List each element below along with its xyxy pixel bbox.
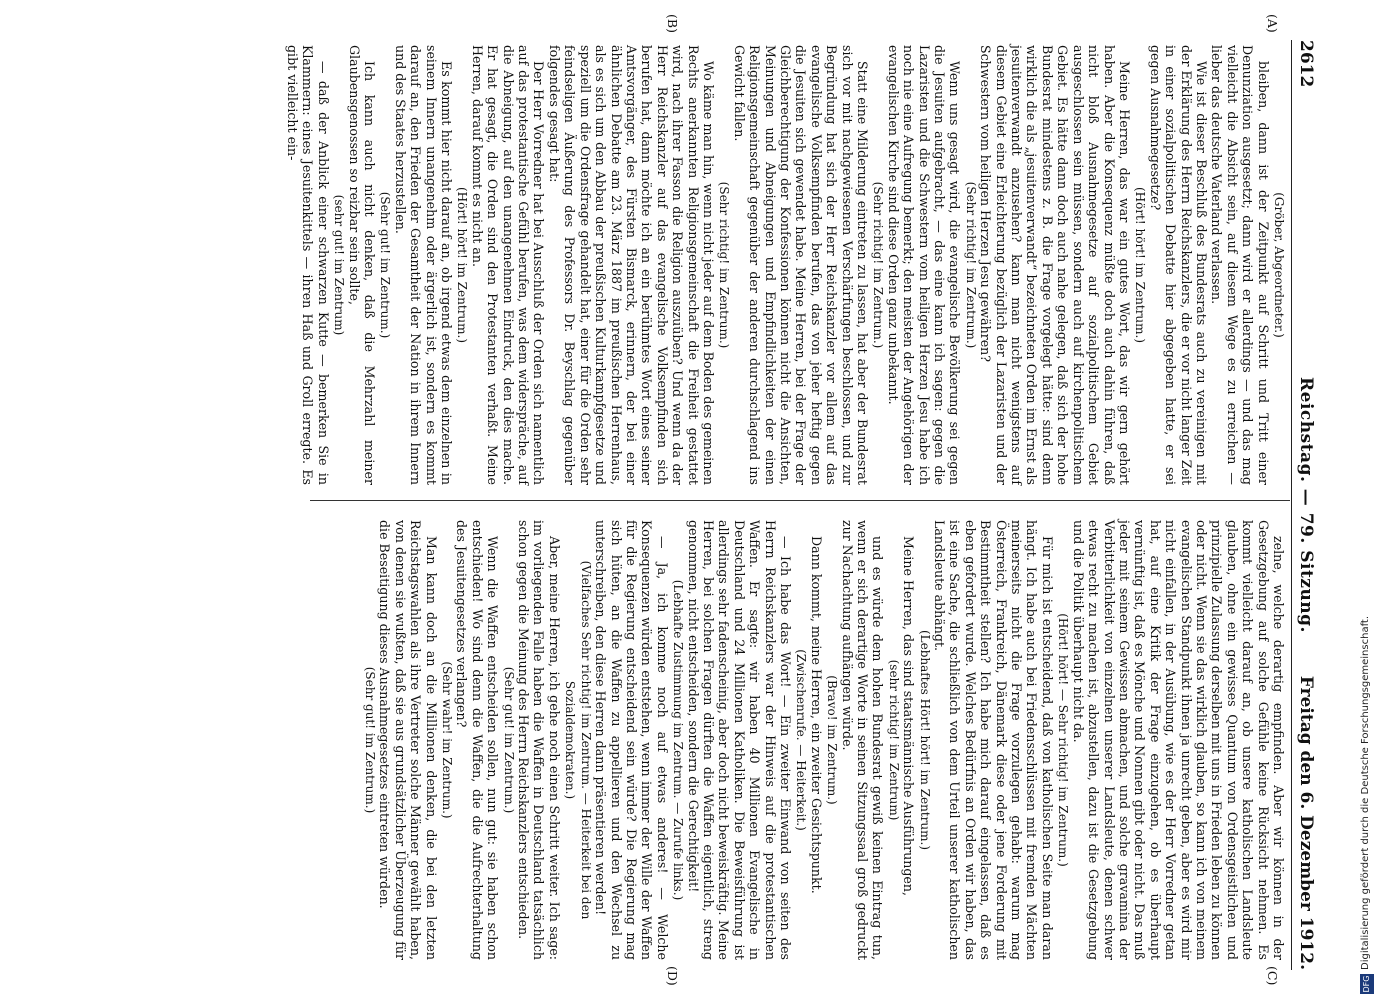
interjection: (Sehr gut! im Zentrum.)	[363, 666, 378, 814]
interjection: (Lebhafte Zustimmung im Zentrum. — Zurufe links.)	[671, 579, 686, 901]
paragraph: bleiben, dann ist der Zeitpunkt auf Schritt und Tritt einer Denunziation ausgesetzt; dann wird er allerdings — und das mag vielleicht die Absicht sein, auf diesem Wege es zu erreichen — lieber das deutsche Vaterland verlassen.	[1209, 45, 1271, 485]
paragraph: Dann kommt, meine Herren, ein zweiter Gesichtspunkt.	[808, 536, 824, 894]
paragraph: Für mich ist entscheidend, daß von katholischen Seite man daran hängt. Ich habe auch bei Friedensschlüssen mit fremden Mächten meinerseits nicht die Frage vorzulegen gehabt: warum mag Österreich, Frankreich, Dänemark diese oder jene Forderung mit Bestimmtheit stellen? Ich habe mich darauf eingelassen, daß es eben gefordert wurde. Welches Bedürfnis an Orden wir haben, das ist eine Sache, die schließlich von dem Urteil unserer katholischen Landsleute abhängt.	[932, 520, 1055, 960]
paragraph: — daß der Anblick einer schwarzen Kutte — bemerken Sie in Klammern: eines Jesuitenkittels — ihren Haß und Groll erregte. Es gibt vielleicht ein-	[285, 45, 331, 485]
left-text-column	[285, 45, 1286, 485]
interjection: (Zwischenrufe. — Heiterkeit.)	[794, 649, 809, 831]
interjection: (Hört! hört! im Zentrum.)	[1133, 186, 1148, 344]
interjection: (Lebhaftes Hört! hört! im Zentrum.)	[917, 629, 932, 851]
interjection: (Vielfaches Sehr richtig! im Zentrum. — Heiterkeit bei den Sozialdemokraten.)	[563, 560, 593, 920]
paragraph: Ich kann auch nicht denken, daß die Mehrzahl meiner Glaubensgenossen so reizbar sein sollte,	[346, 45, 378, 485]
paragraph: Man kann doch an die Millionen denken, die bei den letzten Reichstagswahlen als ihre Vertreter solche Männer gewählt haben, von denen sie wußten, daß sie aus grundsätzlicher Überzeugung für die Beseitigung dieses Ausnahmegesetzes eintreten würden.	[377, 520, 439, 960]
margin-marker-d: (D)	[665, 966, 680, 986]
interjection: (Sehr gut! im Zentrum.)	[501, 666, 516, 814]
interjection: (Hört! hört! — Sehr richtig! im Zentrum.)	[1056, 613, 1071, 867]
paragraph: — Ja, ich komme noch auf etwas anderes! — Welche Konsequenzen würden entstehen, wenn immer der Wille der Waffen für die Regierung entscheidend sein würde? Die Regierung mag sich hüten, an die Waffen zu appellieren und den Wechsel zu unterschreiben, den diese Herren dann präsentieren werden!	[593, 520, 670, 960]
interjection: (Sehr richtig! im Zentrum.)	[871, 181, 886, 349]
interjection: (Sehr gut! im Zentrum.)	[378, 191, 393, 339]
paragraph: Der Herr Vorredner hat bei Ausschluß der Orden sich namentlich auf das protestantische Gefühl berufen, was dem widerspräche, auf die Abneigung, auf den unangenehmen Eindruck, den dies mache. Er hat gesagt, die Orden sind den Protestanten verhaßt. Meine Herren, darauf kommt es nicht an.	[469, 45, 547, 485]
column-divider	[310, 500, 1290, 501]
interjection: (Hört! hört! im Zentrum.)	[455, 186, 470, 344]
paragraph: Statt eine Milderung eintreten zu lassen, hat aber der Bundesrat sich vor mit nachgewiesenen Verschärfungen beschlossen, und zur Begründung hat sich der Herr Reichskanzler vor allem auf das evangelische Volksempfinden berufen, das von jeher heftig gegen die Jesuiten sich gewendet habe. Meine Herren, bei der Frage der Gleichberechtigung der Konfessionen können nicht die Ansichten, Meinungen und Abneigungen und Empfindlichkeiten der einen Religionsgemeinschaft gegenüber der anderen durchschlagend ins Gewicht fallen.	[731, 45, 871, 485]
margin-marker-c: (C)	[1265, 966, 1280, 986]
paragraph: Meine Herren, das war ein gutes Wort, das wir gern gehört haben. Aber die Konsequenz müßte doch auch dahin führen, daß nicht bloß Ausnahmegesetze auf sozialpolitischem Gebiet ausgeschlossen sein müssen, sondern auch auf kirchenpolitischem Gebiet. Es hätte dann doch auch nahe gelegen, daß sich der hohe Bundesrat mindestens z. B. die Frage vorgelegt hätte: sind denn wirklich die als „jesuitenverwandt“ bezeichneten Orden im Ernst als jesuitenverwandt anzusehen? kann man nicht wenigstens auf diesem Gebiet eine Erleichterung bezüglich der Lazaristen und der Schwestern vom heiligen Herzen Jesu gewähren?	[978, 45, 1132, 485]
digitization-credit: Digitalisierung gefördert durch die Deutsche Forschungsgemeinschaft.	[1360, 615, 1371, 970]
page-title: Reichstag. — 79. Sitzung.	[1296, 377, 1316, 633]
paragraph: zelne, welche derartig empfinden. Aber wir können in der Gesetzgebung auf solche Gefühle keine Rücksicht nehmen. Es kommt vielleicht darauf an, ob unsere katholischen Landsleute glauben, ohne ein gewisses Quantum von Ordensgeistlichen und prinzipielle Zulassung derselben mit uns in Frieden leben zu können oder nicht. Wenn sie das wirklich glauben, so kann ich von meinem evangelischen Standpunkt ihnen ja unrecht geben, aber es wird mir nicht einfallen, in der Ausübung, wie es der Herr Vorredner getan hat, auf eine Kritik der Frage einzugehen, ob es überhaupt vernünftig ist, daß es Mönche und Nonnen gibt oder nicht. Das muß jeder mit seinem Gewissen abmachen, und solche gravamina der Verbitterlichkeit von einzelnen unserer Landsleute, denen schwer etwas recht zu machen ist, abzustellen, dazu ist die Gesetzgebung und die Politik überhaupt nicht da.	[1070, 520, 1286, 960]
paragraph: Wo käme man hin, wenn nicht jeder auf dem Boden des gemeinen Rechts anerkannten Religionsgemeinschaft die Freiheit gestattet wird, nach ihrer Fasson die Religion auszuüben? Und wenn da der Herr Reichskanzler auf das evangelische Volksempfinden sich berufen hat, dann möchte ich an ein berühmtes Wort eines seiner Amtsvorgänger, des Fürsten Bismarck, erinnern, der bei einer ähnlichen Debatte am 23. März 1887 im preußischen Herrenhaus, als es sich um den Abbau der preußischen Kulturkampfgesetze und speziell um die Ordensfrage gehandelt hat, einer für die Orden sehr feindseligen Äußerung des Professors Dr. Beyschlag gegenüber folgendes gesagt hat:	[546, 45, 716, 485]
margin-marker-b: (B)	[665, 14, 680, 33]
paragraph: Wenn uns gesagt wird, die evangelische Bevölkerung sei gegen die Jesuiten aufgebracht, — das eine kann ich sagen: gegen die Lazaristen und die Schwestern vom heiligen Herzen Jesu habe ich noch nie eine Aufregung bemerkt; den meisten der Angehörigen der evangelischen Kirche sind diese Orden ganz unbekannt.	[885, 45, 963, 485]
paragraph: Meine Herren, das sind staatsmännische Ausführungen,	[901, 536, 917, 896]
interjection: (Gröber, Abgeordneter.)	[1272, 192, 1286, 338]
interjection: (Sehr richtig! im Zentrum.)	[717, 181, 732, 349]
paragraph: Wenn die Waffen entscheiden sollen, nun gut: sie haben schon entschieden! Wo sind denn die Waffen, die die Aufrechterhaltung des Jesuitengesetzes verlangen?	[454, 520, 501, 960]
right-text-column	[362, 520, 1286, 960]
margin-marker-a: (A)	[1265, 14, 1280, 33]
paragraph: und es würde dem hohen Bundesrat gewiß keinen Eintrag tun, wenn er sich derartige Worte in seinen Sitzungssaal groß gedruckt zur Nachachtung aufhängen würde.	[839, 520, 886, 960]
paragraph: Aber, meine Herren, ich gehe noch einen Schritt weiter. Ich sage: im vorliegenden Falle haben die Waffen in Deutschland tatsächlich schon gegen die Meinung des Herrn Reichskanzlers entschieden.	[516, 520, 562, 960]
page-number: 2612	[1296, 40, 1316, 88]
interjection: (sehr richtig! im Zentrum)	[886, 659, 901, 821]
interjection: (Sehr richtig! im Zentrum.)	[963, 181, 978, 349]
header-rule	[1291, 40, 1292, 970]
interjection: (Sehr wahr! im Zentrum.)	[440, 661, 455, 819]
page-header	[1292, 40, 1318, 970]
interjection: (sehr gut! im Zentrum)	[332, 194, 347, 336]
paragraph: — Ich habe das Wort! — Ein zweiter Einwand von seiten des Herrn Reichskanzlers war der Hinweis auf die protestantischen Waffen. Er sagte: wir haben 40 Millionen Evangelische in Deutschland und 24 Millionen Katholiken. Die Beweisführung ist allerdings sehr fadenscheinig, aber doch nicht beweiskräftig. Meine Herren, bei solchen Fragen dürften die Waffen eigentlich, streng genommen, nicht entscheiden, sondern die Gerechtigkeit!	[685, 520, 793, 960]
paragraph: Wie ist dieser Beschluß des Bundesrats auch zu vereinigen mit der Erklärung des Herrn Reichskanzlers, die er vor nicht langer Zeit in einer sozialpolitischen Debatte hier abgegeben hatte, er sei gegen Ausnahmegesetze?	[1147, 45, 1209, 485]
session-date: Freitag den 6. Dezember 1912.	[1296, 675, 1316, 970]
interjection: (Bravo! im Zentrum.)	[825, 675, 840, 805]
dfg-logo-icon: DFG	[1360, 974, 1374, 994]
paragraph: Es kommt hier nicht darauf an, ob irgend etwas dem einzelnen in seinem Innern unangenehm oder ärgerlich ist, sondern es kommt darauf an, den Frieden der Gesamtheit der Nation in ihrem Innern und des Staates herzustellen.	[392, 45, 455, 485]
